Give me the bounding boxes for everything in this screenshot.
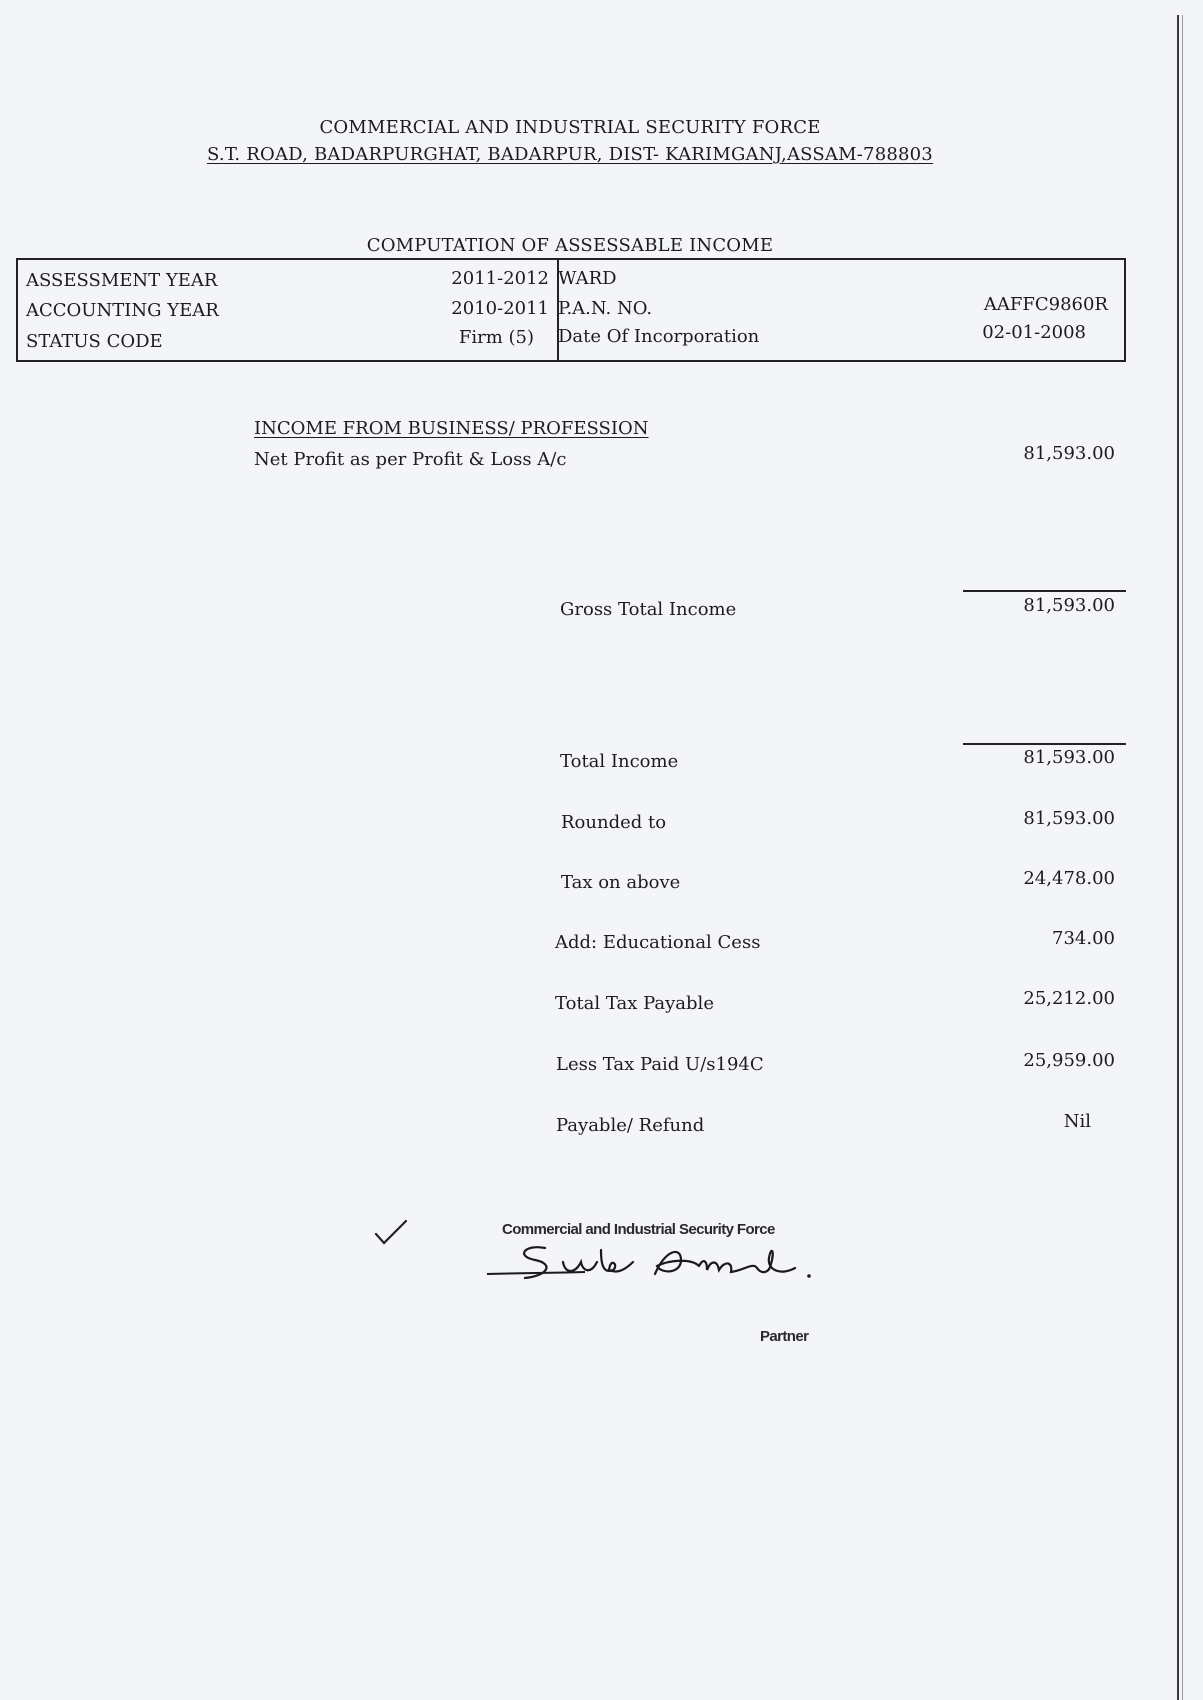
total-tax-payable-label: Total Tax Payable [555,993,714,1014]
status-code-value: Firm (5) [458,327,534,348]
company-stamp: Commercial and Industrial Security Force [502,1221,775,1238]
document-title: COMPUTATION OF ASSESSABLE INCOME [366,235,774,256]
assessment-year-value: 2011-2012 [451,268,549,289]
checkmark-icon [373,1218,409,1246]
accounting-year-label: ACCOUNTING YEAR [26,300,219,321]
ward-label: WARD [558,268,617,289]
rounded-to-label: Rounded to [561,812,667,833]
info-table [16,258,1126,362]
payable-refund-value: Nil [1063,1111,1091,1132]
gross-total-income-value: 81,593.00 [1023,595,1115,616]
partner-designation: Partner [760,1328,809,1345]
business-income-heading: INCOME FROM BUSINESS/ PROFESSION [254,418,649,439]
educational-cess-label: Add: Educational Cess [555,932,761,953]
total-tax-payable-value: 25,212.00 [1023,988,1115,1009]
tax-paid-value: 25,959.00 [1023,1050,1115,1071]
total-income-value: 81,593.00 [1023,747,1115,768]
accounting-year-value: 2010-2011 [451,298,549,319]
educational-cess-value: 734.00 [1052,928,1115,949]
status-code-label: STATUS CODE [26,331,163,352]
total-income-rule [963,743,1126,745]
company-address: S.T. ROAD, BADARPURGHAT, BADARPUR, DIST- KARIMGANJ,ASSAM-788803 [207,144,933,165]
handwritten-signature [485,1240,845,1290]
tax-on-above-value: 24,478.00 [1023,868,1115,889]
gross-total-rule [963,590,1126,592]
payable-refund-label: Payable/ Refund [556,1115,705,1136]
incorporation-date-label: Date Of Incorporation [558,326,760,347]
rounded-to-value: 81,593.00 [1023,808,1115,829]
tax-on-above-label: Tax on above [561,872,681,893]
assessment-year-label: ASSESSMENT YEAR [26,270,218,291]
net-profit-label: Net Profit as per Profit & Loss A/c [254,449,567,470]
total-income-label: Total Income [560,751,679,772]
page-edge-shadow [1182,15,1183,1700]
gross-total-income-label: Gross Total Income [560,599,737,620]
pan-value: AAFFC9860R [983,294,1108,315]
page-edge-line [1177,15,1179,1700]
net-profit-value: 81,593.00 [1023,443,1115,464]
pan-label: P.A.N. NO. [558,298,653,319]
company-name: COMMERCIAL AND INDUSTRIAL SECURITY FORCE [319,117,821,138]
tax-paid-label: Less Tax Paid U/s194C [556,1054,764,1075]
incorporation-date-value: 02-01-2008 [982,322,1086,343]
